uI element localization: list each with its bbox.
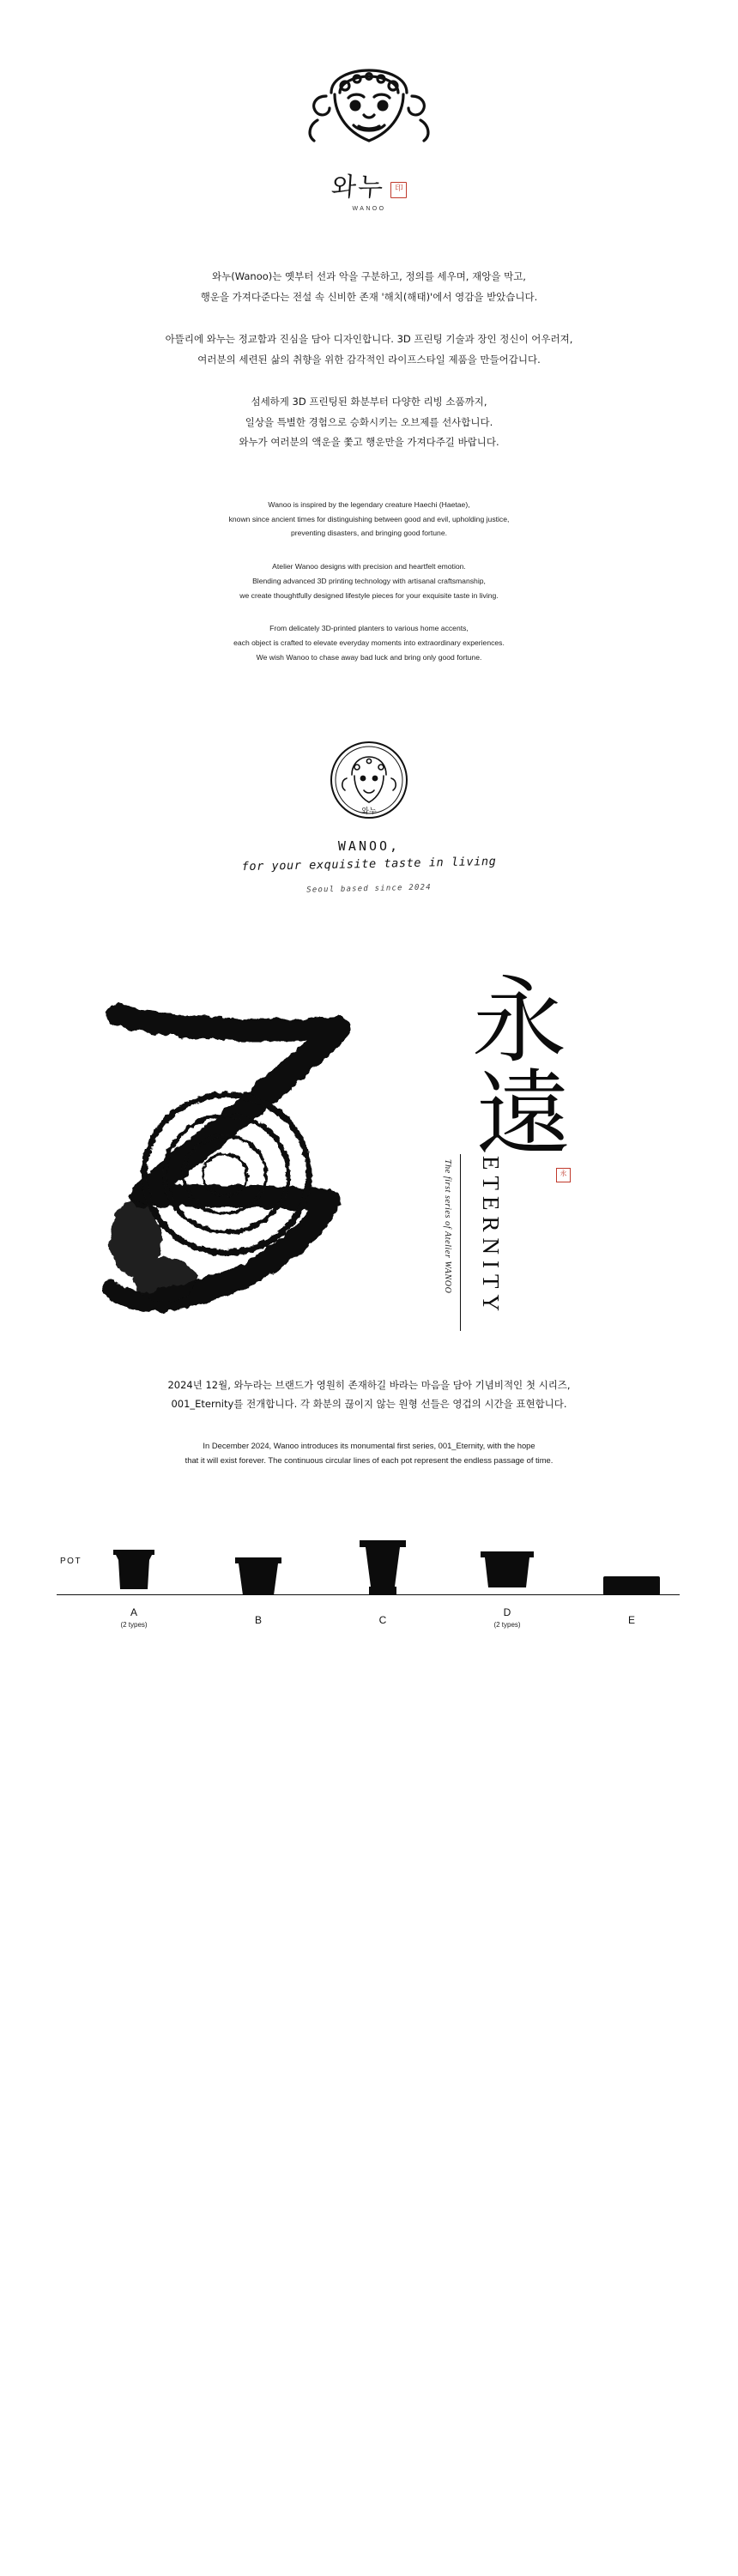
intro-korean-block	[0, 267, 738, 453]
hero-hanja	[429, 965, 609, 1170]
intro-english-block	[0, 498, 738, 665]
brand-seal-icon: 印	[390, 182, 407, 198]
signature-tagline: for your exquisite taste in living	[241, 854, 497, 874]
pot-shape-d	[456, 1527, 559, 1594]
brand-wordmark	[0, 172, 738, 203]
intro-korean-line: 와누(Wanoo)는 옛부터 선과 악을 구분하고, 정의를 세우며, 재앙을 막고,	[212, 270, 526, 282]
hero-seal-icon: 永	[556, 1168, 571, 1182]
pot-item-e[interactable]	[580, 1535, 683, 1629]
pot-lineup-section	[0, 1515, 738, 1678]
pot-letter: D	[503, 1606, 511, 1619]
intro-english-paragraph	[0, 498, 738, 541]
hero-artwork-section	[0, 965, 738, 1341]
intro-english-line: we create thoughtfully designed lifestyle pieces for your exquisite taste in living.	[239, 590, 499, 600]
pot-item-b[interactable]	[207, 1535, 310, 1629]
caption-korean	[0, 1376, 738, 1414]
wordmark-korean: 와누	[330, 172, 385, 203]
pot-lineup-row	[82, 1527, 683, 1629]
intro-english-line: each object is crafted to elevate everyday moments into extraordinary experiences.	[233, 638, 505, 648]
signature-name: WANOO,	[337, 838, 401, 854]
svg-text:와누: 와누	[361, 807, 377, 816]
intro-korean-paragraph	[0, 392, 738, 453]
intro-english-line: From delicately 3D-printed planters to various home accents,	[269, 624, 469, 633]
intro-korean-paragraph	[0, 267, 738, 307]
pot-item-c[interactable]	[331, 1535, 434, 1629]
pot-shape-c	[331, 1535, 434, 1602]
pot-letter: E	[627, 1614, 635, 1627]
pot-shape-e	[580, 1535, 683, 1602]
intro-korean-line: 섬세하게 3D 프린팅된 화분부터 다양한 리빙 소품까지,	[251, 396, 487, 408]
pot-note: (2 types)	[493, 1621, 521, 1630]
hero-hanja-char: 永	[472, 965, 566, 1076]
hero-series-title: ETERNITY	[478, 1155, 504, 1317]
pot-item-d[interactable]	[456, 1527, 559, 1629]
intro-english-line: preventing disasters, and bringing good fortune.	[290, 529, 448, 538]
wanoo-circular-emblem-icon	[330, 741, 408, 819]
wordmark-latin: WANOO	[352, 206, 386, 212]
intro-korean-line: 아뜰리에 와누는 정교함과 진심을 담아 디자인합니다. 3D 프린팅 기술과 장인 정신이 어우러져,	[165, 333, 573, 346]
haechi-mark-icon	[292, 67, 446, 146]
signature-location: Seoul based since 2024	[306, 883, 432, 895]
brand-logo-block	[0, 0, 738, 146]
caption-english	[0, 1438, 738, 1468]
intro-english-paragraph	[0, 621, 738, 664]
pot-letter: C	[378, 1614, 387, 1627]
wide-cylinder-icon	[479, 1545, 535, 1594]
intro-english-line: Blending advanced 3D printing technology with artisanal craftsmanship,	[252, 576, 486, 585]
hero-vertical-divider	[460, 1154, 461, 1331]
caption-korean-line: 2024년 12월, 와누라는 브랜드가 영원히 존재하길 바라는 마음을 담아 기념비적인 첫 시리즈,	[167, 1378, 571, 1391]
intro-korean-paragraph	[0, 330, 738, 370]
intro-english-paragraph	[0, 559, 738, 602]
pot-letter: B	[254, 1614, 262, 1627]
pot-letter: A	[130, 1606, 137, 1619]
pot-shape-b	[207, 1535, 310, 1602]
ribbed-bowl-icon	[232, 1552, 285, 1602]
intro-english-line: Atelier Wanoo designs with precision and heartfelt emotion.	[272, 562, 466, 571]
tapered-cup-icon	[110, 1545, 158, 1594]
intro-english-line: known since ancient times for distinguishing between good and evil, upholding justice,	[228, 514, 510, 523]
caption-korean-line: 001_Eternity를 전개합니다. 각 화분의 끊이지 않는 원형 선들은 영겁의 시간을 표현합니다.	[171, 1398, 567, 1411]
intro-korean-line: 와누가 여러분의 액운을 쫓고 행운만을 가져다주길 바랍니다.	[239, 436, 499, 449]
hero-series-subtitle: The first series of Atelier WANOO	[443, 1158, 452, 1294]
intro-korean-line: 행운을 가져다준다는 전설 속 신비한 존재 '해치(해태)'에서 영감을 받았습니다.	[200, 290, 538, 303]
pot-shape-a	[82, 1527, 185, 1594]
intro-korean-line: 여러분의 세련된 삶의 취향을 위한 감각적인 라이프스타일 제품을 만들어갑니다.	[197, 353, 541, 366]
pot-note: (2 types)	[120, 1621, 148, 1630]
low-rectangle-icon	[602, 1568, 662, 1602]
signature-emblem-block	[0, 741, 738, 819]
tall-flared-icon	[357, 1539, 408, 1602]
ink-brush-circle-artwork-icon	[82, 981, 374, 1324]
pot-lineup-label: POT	[60, 1557, 82, 1567]
intro-english-line: We wish Wanoo to chase away bad luck and bring only good fortune.	[256, 652, 482, 662]
intro-korean-line: 일상을 특별한 경험으로 승화시키는 오브제를 선사합니다.	[245, 415, 493, 428]
caption-english-line: that it will exist forever. The continuous circular lines of each pot represent the endless passage of time.	[184, 1454, 554, 1465]
pot-item-a[interactable]	[82, 1527, 185, 1629]
intro-english-line: Wanoo is inspired by the legendary creature Haechi (Haetae),	[268, 499, 470, 509]
hero-hanja-char: 遠	[476, 1060, 571, 1170]
caption-english-line: In December 2024, Wanoo introduces its monumental first series, 001_Eternity, with the hope	[203, 1440, 535, 1450]
